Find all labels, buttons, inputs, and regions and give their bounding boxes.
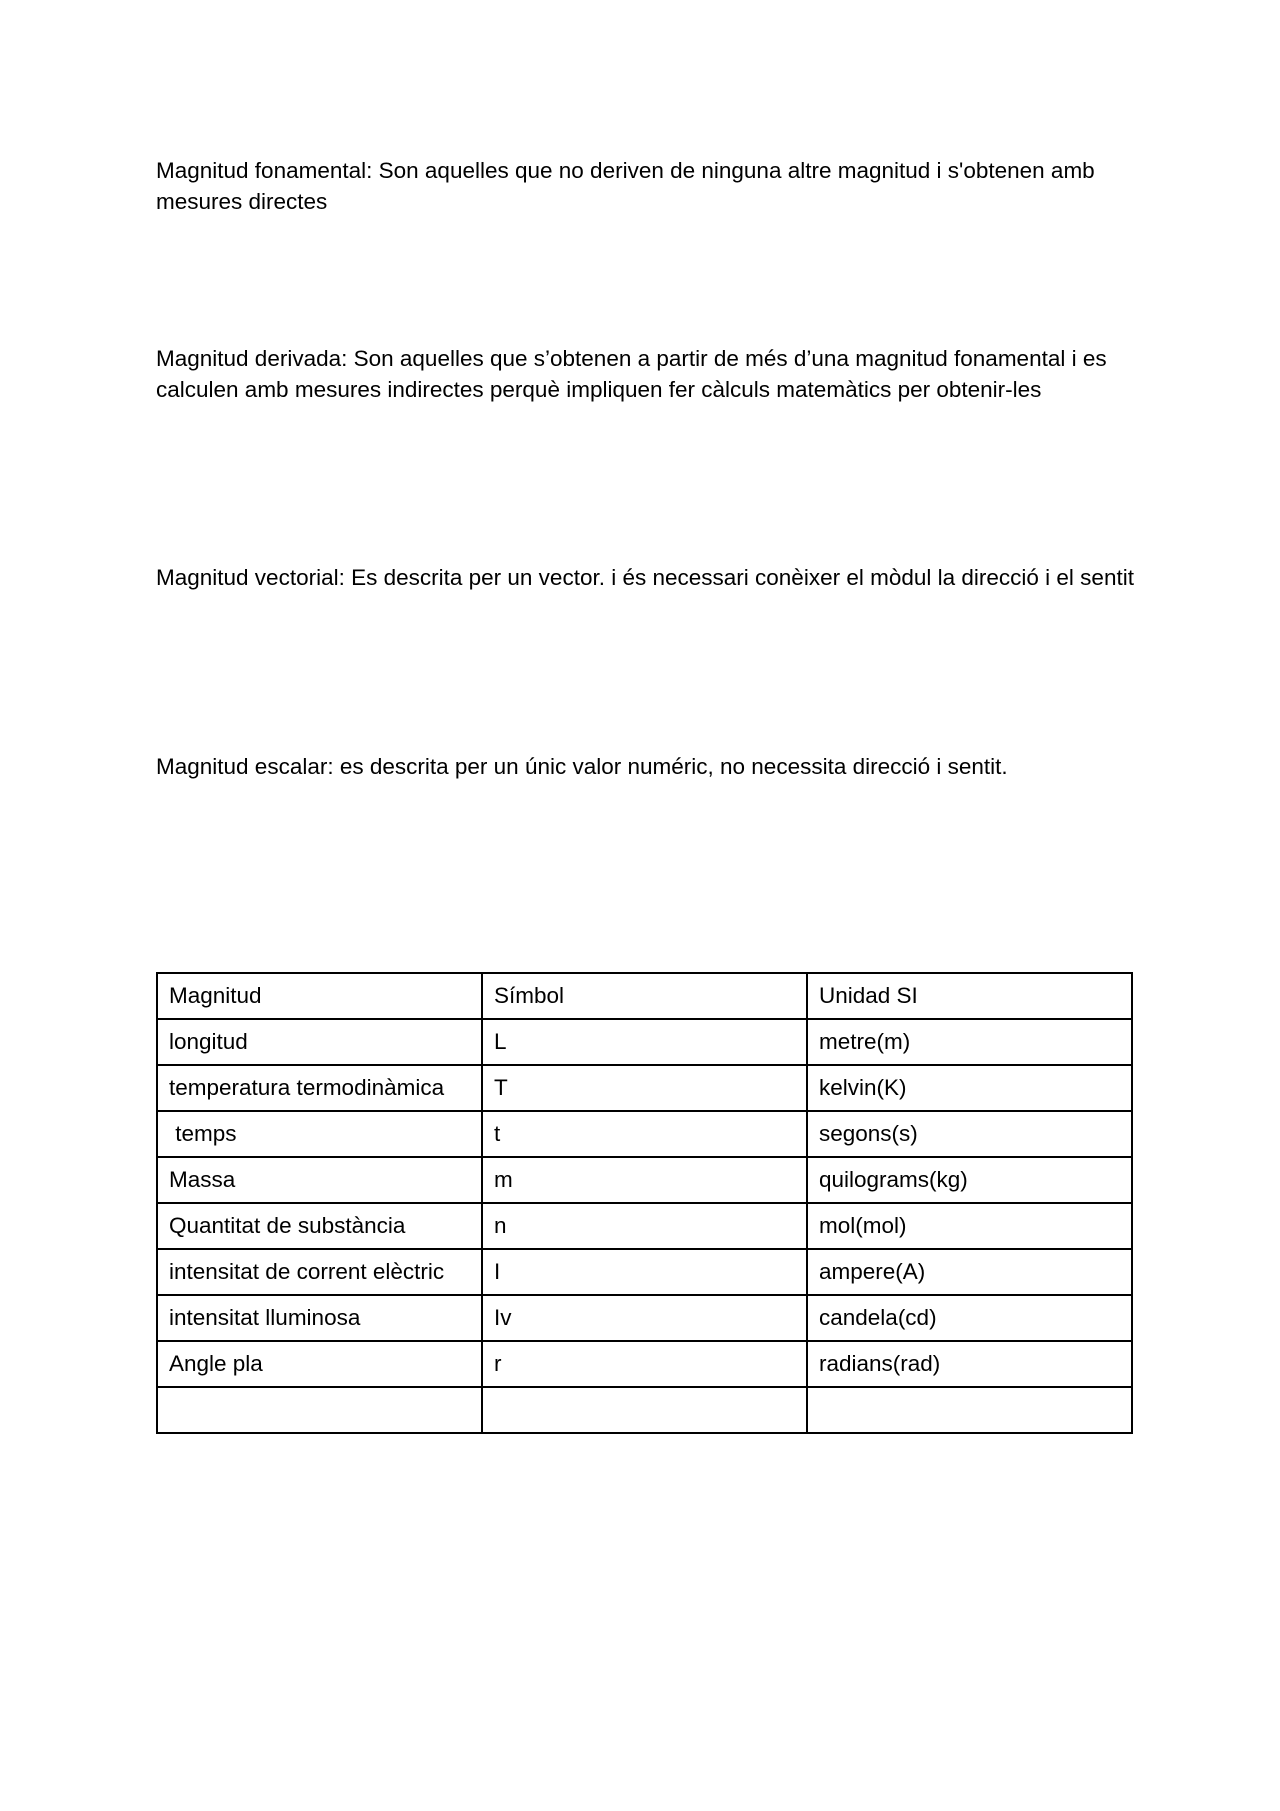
paragraph-magnitud-fonamental: Magnitud fonamental: Son aquelles que no deriven de ninguna altre magnitud i s'obtenen amb mesures directes bbox=[156, 158, 1095, 214]
cell-unidad: quilograms(kg) bbox=[807, 1157, 1132, 1203]
cell-simbol: I bbox=[482, 1249, 807, 1295]
table-row bbox=[157, 1341, 1132, 1387]
table-row bbox=[157, 1019, 1132, 1065]
cell-simbol: L bbox=[482, 1019, 807, 1065]
magnitudes-table bbox=[156, 972, 1133, 1434]
table-row bbox=[157, 1295, 1132, 1341]
cell-unidad: segons(s) bbox=[807, 1111, 1132, 1157]
cell-magnitud: intensitat de corrent elèctric bbox=[157, 1249, 482, 1295]
cell-unidad: metre(m) bbox=[807, 1019, 1132, 1065]
table-row bbox=[157, 1249, 1132, 1295]
table-header-row bbox=[157, 973, 1132, 1019]
table-row-empty bbox=[157, 1387, 1132, 1433]
cell-magnitud: intensitat lluminosa bbox=[157, 1295, 482, 1341]
paragraph-magnitud-escalar: Magnitud escalar: es descrita per un únic valor numéric, no necessita direcció i sentit. bbox=[156, 754, 1008, 779]
cell-simbol: n bbox=[482, 1203, 807, 1249]
table-row bbox=[157, 1065, 1132, 1111]
cell-unidad: candela(cd) bbox=[807, 1295, 1132, 1341]
cell-simbol: t bbox=[482, 1111, 807, 1157]
paragraph-magnitud-vectorial: Magnitud vectorial: Es descrita per un vector. i és necessari conèixer el mòdul la direcció i el sentit bbox=[156, 565, 1134, 590]
cell-simbol: r bbox=[482, 1341, 807, 1387]
cell-unidad: ampere(A) bbox=[807, 1249, 1132, 1295]
cell-magnitud: Massa bbox=[157, 1157, 482, 1203]
cell-magnitud: Quantitat de substància bbox=[157, 1203, 482, 1249]
cell-unidad: mol(mol) bbox=[807, 1203, 1132, 1249]
cell-unidad bbox=[807, 1387, 1132, 1433]
header-cell-simbol: Símbol bbox=[482, 973, 807, 1019]
cell-simbol bbox=[482, 1387, 807, 1433]
cell-unidad: kelvin(K) bbox=[807, 1065, 1132, 1111]
table-row bbox=[157, 1111, 1132, 1157]
cell-magnitud: temps bbox=[157, 1111, 482, 1157]
cell-magnitud bbox=[157, 1387, 482, 1433]
cell-simbol: Iv bbox=[482, 1295, 807, 1341]
cell-simbol: m bbox=[482, 1157, 807, 1203]
paragraph-magnitud-derivada: Magnitud derivada: Son aquelles que s’obtenen a partir de més d’una magnitud fonamental i es calculen amb mesures indirectes perquè impliquen fer càlculs matemàtics per obtenir-les bbox=[156, 346, 1107, 402]
cell-simbol: T bbox=[482, 1065, 807, 1111]
header-cell-unidad: Unidad SI bbox=[807, 973, 1132, 1019]
cell-magnitud: Angle pla bbox=[157, 1341, 482, 1387]
table-row bbox=[157, 1203, 1132, 1249]
header-cell-magnitud: Magnitud bbox=[157, 973, 482, 1019]
cell-unidad: radians(rad) bbox=[807, 1341, 1132, 1387]
cell-magnitud: longitud bbox=[157, 1019, 482, 1065]
table-row bbox=[157, 1157, 1132, 1203]
cell-magnitud: temperatura termodinàmica bbox=[157, 1065, 482, 1111]
